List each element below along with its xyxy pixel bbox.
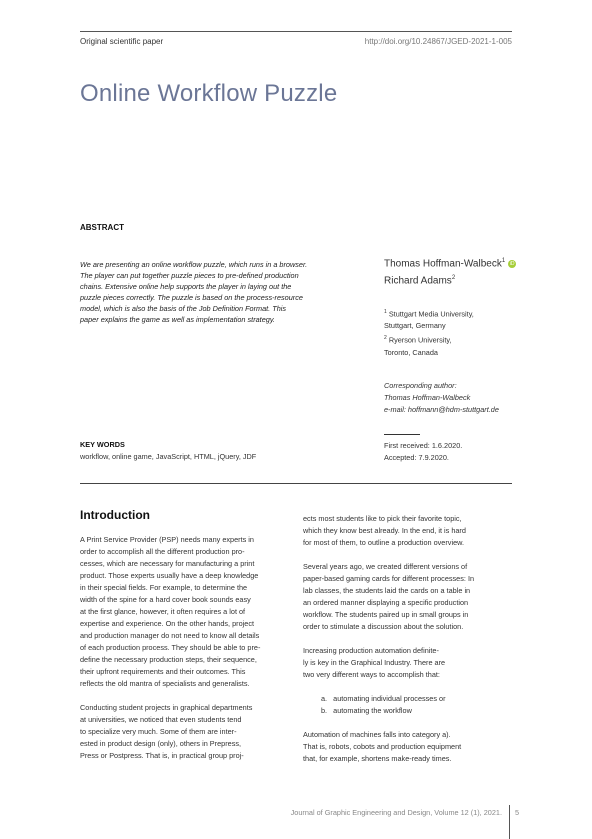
text-line: at the first glance, however, it often requires a lot of — [80, 607, 246, 616]
corresponding-label: Corresponding author: — [384, 381, 457, 390]
orcid-icon[interactable]: iD — [509, 261, 515, 268]
corresponding-email[interactable]: e-mail: hoffmann@hdm-stuttgart.de — [384, 405, 499, 414]
text-line: an ordered manner displaying a specific production — [303, 598, 469, 607]
text-line: and production manager do not need to know all details — [80, 631, 260, 640]
keywords-heading: KEY WORDS — [80, 440, 125, 449]
introduction-heading: Introduction — [80, 508, 150, 522]
text-line: Conducting student projects in graphical departments — [80, 703, 253, 712]
author-sup: 1 — [501, 258, 506, 264]
affiliation-line: Stuttgart, Germany — [384, 321, 446, 331]
list-item: a. automating individual processes or — [321, 694, 446, 703]
corresponding-author — [384, 380, 499, 416]
text-line: That is, robots, cobots and production equipment — [303, 742, 462, 751]
header-rule — [80, 31, 512, 32]
affiliation-sup: 2 — [384, 335, 387, 342]
affiliations — [384, 306, 474, 359]
date-received: First received: 1.6.2020. — [384, 441, 463, 450]
paragraph — [80, 702, 290, 762]
column-left — [80, 534, 290, 774]
text-line: ly is key in the Graphical Industry. There are — [303, 658, 446, 667]
abstract-line: We are presenting an online workflow puzzle, which runs in a browser. — [80, 260, 308, 269]
affiliation-text: Ryerson University, — [388, 335, 452, 345]
text-line: order to stimulate a discussion about the solution. — [303, 622, 464, 631]
text-line: ects most students like to pick their favorite topic, — [303, 514, 462, 523]
text-line: reflects the old mantra of specialists and generalists. — [80, 679, 250, 688]
affiliation-line — [384, 306, 474, 320]
text-line: product. Those experts usually have a deep knowledge — [80, 571, 259, 580]
paper-title: Online Workflow Puzzle — [80, 80, 338, 107]
text-line: cesses, which are necessary for manufacturing a print — [80, 559, 255, 568]
paragraph — [303, 513, 513, 549]
text-line: Several years ago, we created different versions of — [303, 562, 468, 571]
text-line: which they know best already. In the end, it is hard — [303, 526, 466, 535]
abstract-line: puzzle pieces correctly. The puzzle is based on the process-resource — [80, 293, 303, 302]
text-line: Press or Postpress. That is, in practical group proj- — [80, 751, 244, 760]
author-name: Thomas Hoffman-Walbeck — [384, 258, 502, 270]
author-2 — [384, 271, 516, 288]
abstract-line: paper explains the game as well as implementation strategy. — [80, 315, 275, 324]
text-line: their upfront requirements and their outcomes. This — [80, 667, 246, 676]
abstract-line: chains. Extensive online help supports the player in laying out the — [80, 282, 292, 291]
keywords-text: workflow, online game, JavaScript, HTML, jQuery, JDF — [80, 452, 257, 461]
corresponding-name: Thomas Hoffman-Walbeck — [384, 393, 471, 402]
article-type: Original scientific paper — [80, 37, 164, 46]
abstract-line: The player can put together puzzle pieces to pre-defined production — [80, 271, 299, 280]
doi-link[interactable]: http://doi.org/10.24867/JGED-2021-1-005 — [364, 37, 512, 46]
author-list — [384, 254, 516, 289]
section-rule — [80, 483, 512, 484]
text-line: workflow. The students paired up in small groups in — [303, 610, 469, 619]
paragraph — [303, 645, 513, 681]
text-line: ested in product design (only), others in Prepress, — [80, 739, 242, 748]
text-line: define the necessary production steps, their sequence, — [80, 655, 257, 664]
author-sup: 2 — [451, 275, 456, 282]
dates — [384, 440, 462, 464]
text-line: paper-based gaming cards for different processes: In — [303, 574, 475, 583]
date-accepted: Accepted: 7.9.2020. — [384, 453, 449, 462]
affiliation-line — [384, 332, 474, 346]
author-name: Richard Adams — [384, 275, 452, 287]
text-line: to specialize very much. Some of them are inter- — [80, 727, 237, 736]
abstract-heading: ABSTRACT — [80, 223, 124, 232]
affiliation-sup: 1 — [384, 309, 387, 315]
text-line: lab classes, the students laid the cards on a table in — [303, 586, 471, 595]
text-line: in their special fields. For example, to determine the — [80, 583, 248, 592]
paragraph — [303, 729, 513, 765]
paragraph — [303, 561, 513, 633]
author-1 — [384, 254, 516, 271]
text-line: Increasing production automation definite- — [303, 646, 439, 655]
paragraph — [80, 534, 290, 690]
footer-divider — [509, 805, 510, 839]
dates-rule — [384, 434, 420, 435]
abstract-line: model, which is also the basis of the Job Definition Format. This — [80, 304, 287, 313]
column-right — [303, 513, 513, 777]
text-line: Automation of machines falls into category a). — [303, 730, 451, 739]
list-item: b. automating the workflow — [321, 706, 412, 715]
text-line: of each production process. They should be able to pre- — [80, 643, 261, 652]
text-line: that, for example, shortens make-ready times. — [303, 754, 452, 763]
text-line: order to accomplish all the different production pro- — [80, 547, 245, 556]
text-line: two very different ways to accomplish that: — [303, 670, 440, 679]
page-number: 5 — [515, 808, 520, 817]
text-line: for most of them, to outline a production overview. — [303, 538, 465, 547]
affiliation-line: Toronto, Canada — [384, 347, 438, 357]
text-line: width of the spine for a hard cover book sounds easy — [80, 595, 251, 604]
automation-list — [303, 693, 513, 717]
journal-footer: Journal of Graphic Engineering and Design, Volume 12 (1), 2021. — [290, 808, 502, 817]
affiliation-text: Stuttgart Media University, — [388, 309, 474, 319]
text-line: A Print Service Provider (PSP) needs many experts in — [80, 535, 254, 544]
abstract-body — [80, 259, 345, 325]
text-line: expertise and experience. On the other hands, project — [80, 619, 255, 628]
text-line: at universities, we noticed that even students tend — [80, 715, 242, 724]
